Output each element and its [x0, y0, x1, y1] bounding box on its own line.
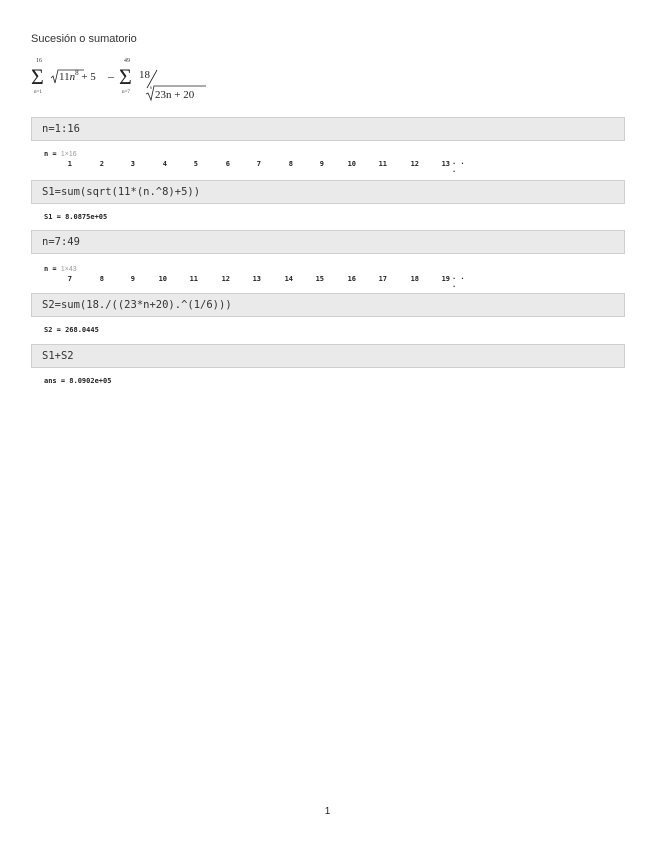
vector-value: 18	[410, 275, 419, 283]
vector-value: 3	[130, 160, 135, 168]
vector-value: 12	[221, 275, 230, 283]
sum2-upper-limit: 49	[124, 58, 130, 64]
vector-value: 10	[158, 275, 167, 283]
vector-value: 7	[256, 160, 261, 168]
vector-value: 19	[441, 275, 450, 283]
output-n1-header	[44, 150, 77, 158]
code-line: S2=sum(18./((23*n+20).^(1/6)))	[42, 299, 232, 311]
output-s2: S2 = 268.0445	[44, 326, 99, 334]
code-cell-5[interactable]	[31, 344, 625, 368]
vector-value: 1	[67, 160, 72, 168]
ellipsis-icon[interactable]: · · ·	[452, 160, 465, 176]
summation-formula	[28, 56, 258, 108]
code-cell-2[interactable]	[31, 180, 625, 204]
code-line: S1+S2	[42, 350, 74, 362]
vector-value: 17	[378, 275, 387, 283]
vector-value: 4	[162, 160, 167, 168]
sum2-lower-limit: n=7	[122, 90, 130, 95]
output-n2-values	[44, 275, 504, 291]
vector-value: 8	[288, 160, 293, 168]
sum1-sigma: Σ	[31, 64, 44, 89]
code-cell-4[interactable]	[31, 293, 625, 317]
vector-value: 11	[378, 160, 387, 168]
ellipsis-icon[interactable]: · · ·	[452, 275, 465, 291]
output-n2-header	[44, 265, 77, 273]
code-line: S1=sum(sqrt(11*(n.^8)+5))	[42, 186, 201, 198]
vector-value: 16	[347, 275, 356, 283]
sum1-lower-limit: n=1	[34, 90, 42, 95]
output-dims: 1×16	[60, 151, 77, 158]
output-ans: ans = 8.0902e+05	[44, 377, 112, 385]
output-dims: 1×43	[60, 266, 77, 273]
code-line: n=7:49	[42, 236, 80, 248]
vector-value: 8	[99, 275, 104, 283]
code-cell-3[interactable]	[31, 230, 625, 254]
vector-value: 2	[99, 160, 104, 168]
minus-sign: –	[108, 69, 114, 83]
output-label: n =	[44, 150, 61, 158]
output-n1-values	[44, 160, 504, 176]
vector-value: 5	[193, 160, 198, 168]
sum2-sigma: Σ	[119, 64, 132, 89]
fraction-numerator: 18	[139, 69, 150, 81]
sum1-upper-limit: 16	[36, 58, 42, 64]
sum1-body: $11n^8 + 5$	[59, 69, 96, 83]
fraction-denominator: 23n + 20	[155, 89, 195, 101]
code-line: n=1:16	[42, 123, 80, 135]
page-number: 1	[324, 806, 331, 817]
vector-value: 13	[441, 160, 450, 168]
vector-value: 9	[130, 275, 135, 283]
vector-value: 7	[67, 275, 72, 283]
vector-value: 14	[284, 275, 293, 283]
output-label: n =	[44, 265, 61, 273]
vector-value: 6	[225, 160, 230, 168]
vector-value: 13	[252, 275, 261, 283]
vector-value: 15	[315, 275, 324, 283]
vector-value: 9	[319, 160, 324, 168]
vector-value: 12	[410, 160, 419, 168]
output-s1: S1 = 8.0875e+05	[44, 213, 108, 221]
vector-value: 10	[347, 160, 356, 168]
document-title: Sucesión o sumatorio	[31, 33, 137, 45]
code-cell-1[interactable]	[31, 117, 625, 141]
root-index: 6	[150, 85, 152, 90]
vector-value: 11	[189, 275, 198, 283]
